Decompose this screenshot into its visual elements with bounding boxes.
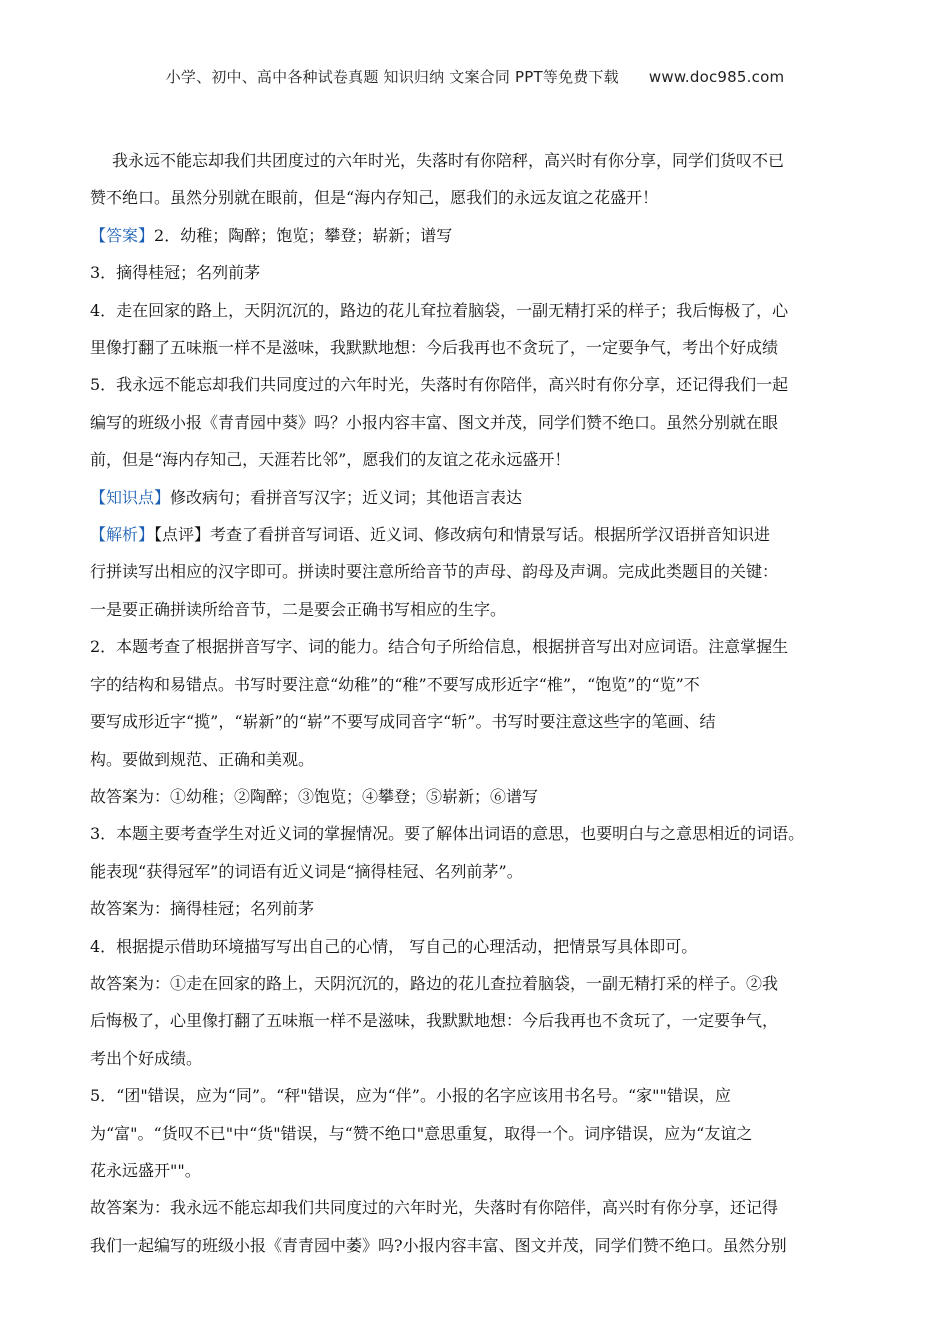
- answer-line: 4．走在回家的路上，天阴沉沉的，路边的花儿耷拉着脑袋，一副无精打采的样子；我后悔极了，心: [90, 300, 789, 320]
- analysis-line: 我们一起编写的班级小报《青青园中萎》吗?小报内容丰富、图文并茂，同学们赞不绝口。虽然分别: [90, 1235, 787, 1255]
- answer-line: 编写的班级小报《青青园中葵》吗？小报内容丰富、图文并茂，同学们赞不绝口。虽然分别就在眼: [90, 412, 779, 432]
- analysis-line: 5．“团"错误，应为“同”。“秤"错误，应为“伴”。小报的名字应该用书名号。“家""错误，应: [90, 1086, 731, 1106]
- analysis-line: 2．本题考查了根据拼音写字、词的能力。结合句子所给信息，根据拼音写出对应词语。注意掌握生: [90, 637, 789, 657]
- knowledge-point-tag: 【知识点】: [90, 487, 171, 507]
- answer-line: 3．摘得桂冠；名列前茅: [90, 263, 261, 283]
- analysis-line: 一是要正确拼读所给音节，二是要会正确书写相应的生字。: [90, 599, 507, 619]
- analysis-line: 花永远盛开""。: [90, 1160, 201, 1180]
- analysis-tag: 【解析】: [90, 525, 155, 545]
- analysis-line: 4．根据提示借助环境描写写出自己的心情， 写自己的心理活动，把情景写具体即可。: [90, 936, 698, 956]
- answer-line: 5．我永远不能忘却我们共同度过的六年时光，失落时有你陪伴，高兴时有你分享，还记得我们一起: [90, 375, 789, 395]
- analysis-line: 考出个好成绩。: [90, 1048, 203, 1068]
- analysis-line: 后悔极了，心里像打翻了五味瓶一样不是滋味，我默默地想：今后我再也不贪玩了，一定要争气，: [90, 1011, 779, 1031]
- analysis-line: 字的结构和易错点。书写时要注意“幼稚”的“稚”不要写成形近字“椎”，“饱览”的“览”不: [90, 674, 700, 694]
- answer-text: 2．幼稚；陶醉；饱览；攀登；崭新；谱写: [154, 225, 453, 245]
- analysis-line: [90, 516, 875, 553]
- knowledge-point-line: [90, 479, 875, 516]
- analysis-line: 构。要做到规范、正确和美观。: [90, 749, 315, 769]
- analysis-line: 故答案为：摘得桂冠；名列前茅: [90, 899, 315, 919]
- knowledge-point-text: 修改病句；看拼音写汉字；近义词；其他语言表达: [170, 487, 523, 507]
- body-line: 赞不绝口。虽然分别就在眼前，但是“海内存知己，愿我们的永远友谊之花盛开！: [90, 188, 659, 208]
- analysis-line: 故答案为：①走在回家的路上，天阴沉沉的，路边的花儿查拉着脑袋，一副无精打采的样子。②我: [90, 973, 779, 993]
- header-url[interactable]: www.doc985.com: [648, 68, 785, 86]
- answer-tag: 【答案】: [90, 225, 155, 245]
- analysis-line: 故答案为：我永远不能忘却我们共同度过的六年时光，失落时有你陪伴，高兴时有你分享，还记得: [90, 1198, 779, 1218]
- page-header: [0, 66, 950, 87]
- analysis-text: 【点评】考查了看拼音写词语、近义词、修改病句和情景写话。根据所学汉语拼音知识进: [154, 525, 771, 545]
- analysis-line: 行拼读写出相应的汉字即可。拼读时要注意所给音节的声母、韵母及声调。完成此类题目的关键：: [90, 562, 779, 582]
- analysis-line: 能表现“获得冠军”的词语有近义词是“摘得桂冠、名列前茅”。: [90, 861, 523, 881]
- header-text: 小学、初中、高中各种试卷真题 知识归纳 文案合同 PPT等免费下载: [165, 68, 619, 86]
- answer-line: 里像打翻了五味瓶一样不是滋味，我默默地想：今后我再也不贪玩了，一定要争气，考出个好成绩: [90, 338, 779, 358]
- document-body: [90, 142, 875, 1264]
- analysis-line: 故答案为：①幼稚；②陶醉；③饱览；④攀登；⑤崭新；⑥谱写: [90, 786, 539, 806]
- answer-line: 前，但是“海内存知己，天涯若比邻”，愿我们的友谊之花永远盛开！: [90, 450, 571, 470]
- analysis-line: 3．本题主要考查学生对近义词的掌握情况。要了解体出词语的意思，也要明白与之意思相近的词语。: [90, 824, 805, 844]
- answer-line: [90, 217, 875, 254]
- analysis-line: 为“富"。“货叹不已"中“货"错误，与“赞不绝口"意思重复，取得一个。词序错误，应为“友谊之: [90, 1123, 753, 1143]
- body-line: 我永远不能忘却我们共团度过的六年时光，失落时有你陪秤，高兴时有你分享，同学们货叹不已: [112, 151, 785, 170]
- analysis-line: 要写成形近字“揽”，“崭新”的“崭”不要写成同音字“斩”。书写时要注意这些字的笔画、结: [90, 712, 716, 732]
